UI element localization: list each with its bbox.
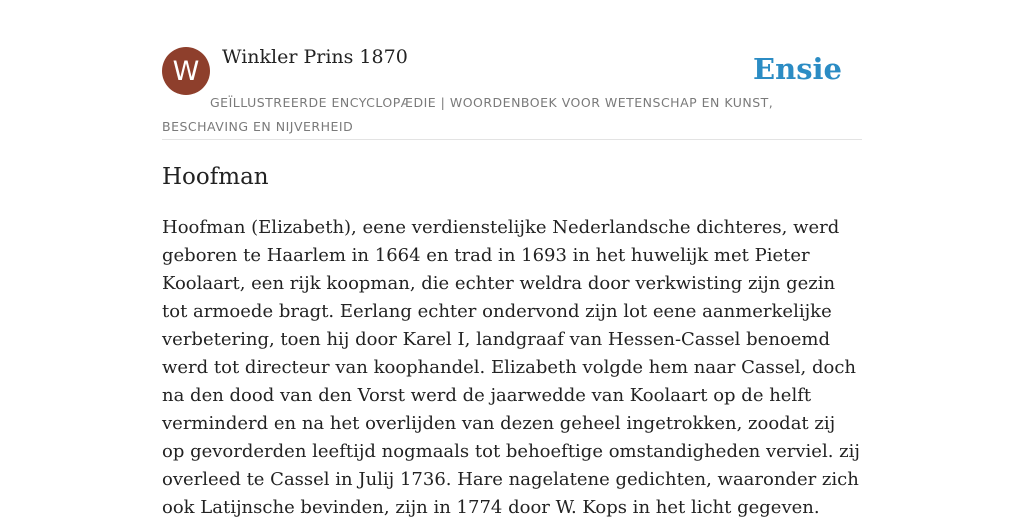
source-header <box>162 46 862 140</box>
source-avatar[interactable]: W <box>162 47 210 95</box>
ensie-logo-link[interactable]: Ensie <box>753 52 842 86</box>
article-body: Hoofman (Elizabeth), eene verdienstelijke Nederlandsche dichteres, werd geboren te Haarlem in 1664 en trad in 1693 in het huwelijk met Pieter Koolaart, een rijk koopman, die echter weldra door verkwisting zijn gezin tot armoede bragt. Eerlang echter ondervond zijn lot eene aanmerkelijke verbetering, toen hij door Karel I, landgraaf van Hessen-Cassel benoemd werd tot directeur van koophandel. Elizabeth volgde hem naar Cassel, doch na den dood van den Vorst werd de jaarwedde van Koolaart op de helft verminderd en na het overlijden van dezen geheel ingetrokken, zoodat zij op gevorderden leeftijd nogmaals tot behoeftige omstandigheden verviel. zij overleed te Cassel in Julij 1736. Hare nagelatene gedichten, waaronder zich ook Latijnsche bevinden, zijn in 1774 door W. Kops in het licht gegeven. <box>162 217 860 518</box>
page-title: Hoofman <box>162 164 269 190</box>
source-title[interactable]: Winkler Prins 1870 <box>222 46 408 68</box>
source-subtitle: GEÏLLUSTREERDE ENCYCLOPÆDIE | WOORDENBOEK VOOR WETENSCHAP EN KUNST, BESCHAVING EN NIJVERHEID <box>162 95 774 134</box>
header-divider <box>162 139 862 140</box>
